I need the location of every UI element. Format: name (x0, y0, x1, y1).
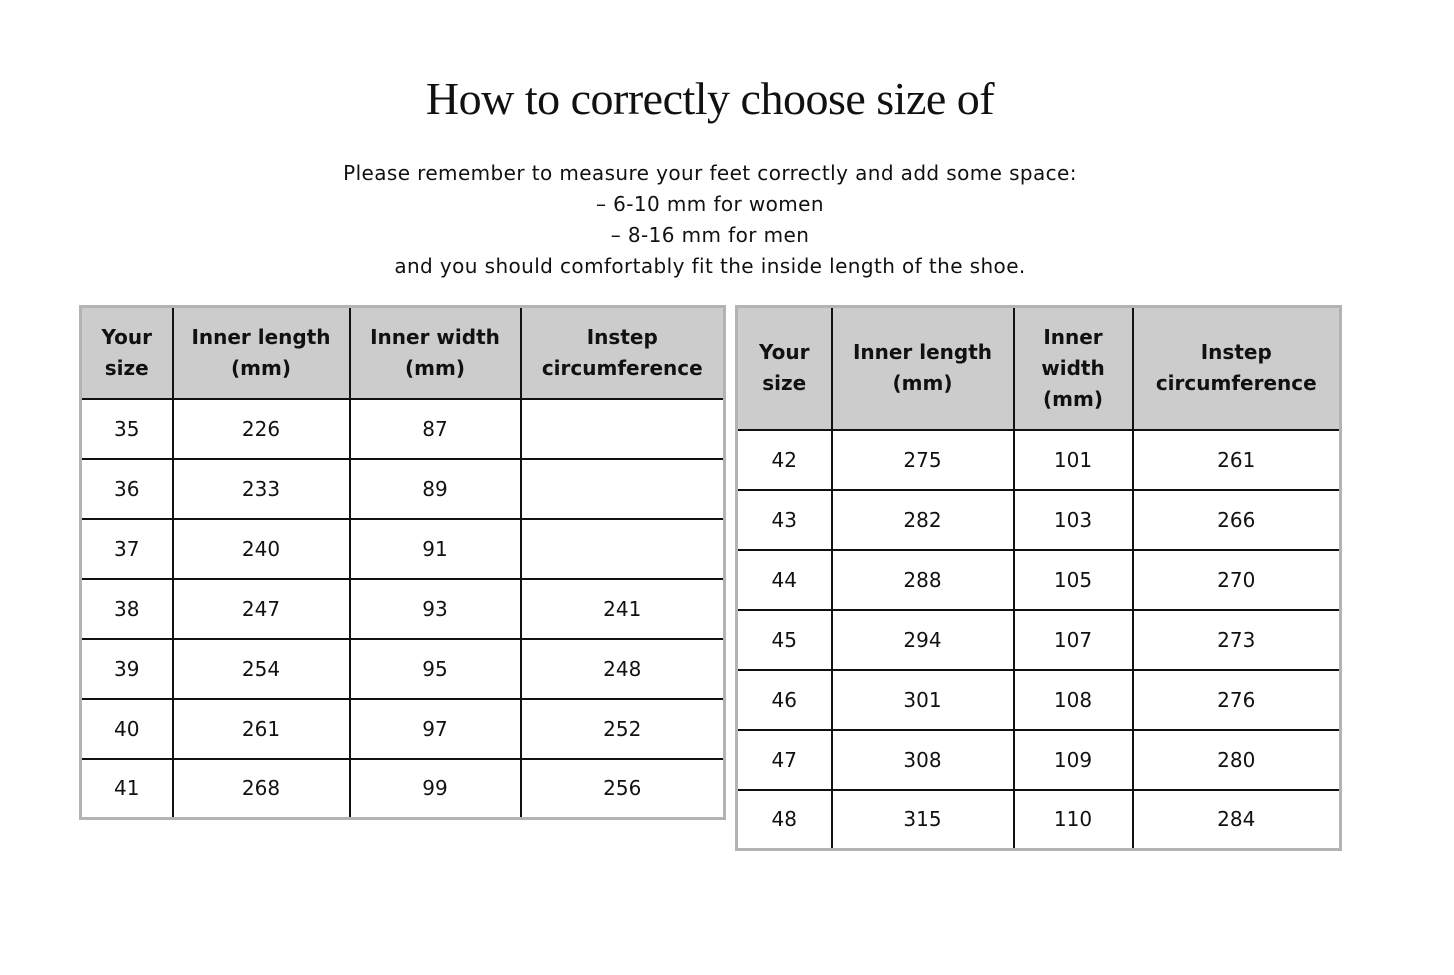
cell-length: 254 (173, 639, 350, 699)
cell-size: 43 (737, 490, 832, 550)
cell-instep: 280 (1133, 730, 1341, 790)
cell-instep: 273 (1133, 610, 1341, 670)
cell-instep: 256 (521, 759, 725, 819)
instruction-line: and you should comfortably fit the inside length of the shoe. (394, 254, 1026, 278)
cell-width: 99 (350, 759, 521, 819)
table-row (81, 639, 725, 699)
header-instep-circumference: Instep circumference (521, 307, 725, 399)
table-row (737, 790, 1341, 850)
cell-length: 233 (173, 459, 350, 519)
cell-length: 226 (173, 399, 350, 459)
cell-instep (521, 399, 725, 459)
cell-width: 97 (350, 699, 521, 759)
cell-size: 46 (737, 670, 832, 730)
cell-size: 42 (771, 447, 797, 472)
cell-size: 41 (81, 759, 173, 819)
table-row (81, 519, 725, 579)
instruction-line: – 8-16 mm for men (610, 223, 810, 247)
cell-size: 45 (737, 610, 832, 670)
cell-length: 282 (832, 490, 1014, 550)
cell-size: 38 (81, 579, 173, 639)
cell-length: 261 (173, 699, 350, 759)
instruction-line: Please remember to measure your feet correctly and add some space: (343, 161, 1077, 185)
cell-width: 109 (1014, 730, 1133, 790)
header-inner-width: Inner width (mm) (350, 307, 521, 399)
cell-width: 107 (1014, 610, 1133, 670)
table-row (737, 550, 1341, 610)
cell-length: 301 (832, 670, 1014, 730)
size-instructions (0, 158, 1420, 282)
cell-size: 48 (737, 790, 832, 850)
cell-instep: 284 (1133, 790, 1341, 850)
cell-width: 103 (1014, 490, 1133, 550)
table-row (737, 610, 1341, 670)
cell-length: 288 (832, 550, 1014, 610)
table-row (737, 670, 1341, 730)
cell-size: 44 (737, 550, 832, 610)
cell-width: 93 (350, 579, 521, 639)
cell-instep: 261 (1133, 430, 1341, 490)
cell-instep: 270 (1133, 550, 1341, 610)
table-row (81, 699, 725, 759)
cell-length: 247 (173, 579, 350, 639)
table-header-row (737, 307, 1341, 430)
header-inner-length: Inner length (mm) (173, 307, 350, 399)
cell-instep: 266 (1133, 490, 1341, 550)
cell-width: 91 (350, 519, 521, 579)
cell-width: 108 (1014, 670, 1133, 730)
header-inner-length: Inner length (mm) (832, 307, 1014, 430)
cell-length: 275 (832, 430, 1014, 490)
cell-width: 89 (350, 459, 521, 519)
size-table-large (735, 305, 1342, 851)
cell-length: 240 (173, 519, 350, 579)
header-instep-circumference: Instep circumference (1133, 307, 1341, 430)
cell-length: 294 (832, 610, 1014, 670)
cell-width: 101 (1014, 430, 1133, 490)
table-row (81, 579, 725, 639)
cell-length: 268 (173, 759, 350, 819)
cell-length: 315 (832, 790, 1014, 850)
header-inner-width: Inner width (mm) (1014, 307, 1133, 430)
cell-size: 40 (81, 699, 173, 759)
table-row (737, 490, 1341, 550)
table-row (81, 759, 725, 819)
cell-width: 105 (1014, 550, 1133, 610)
cell-length: 308 (832, 730, 1014, 790)
table-header-row (81, 307, 725, 399)
table-row (737, 730, 1341, 790)
cell-size: 47 (737, 730, 832, 790)
cell-width: 110 (1014, 790, 1133, 850)
cell-instep (521, 519, 725, 579)
cell-instep: 248 (521, 639, 725, 699)
table-row (737, 430, 1341, 490)
header-your-size: Your size (737, 307, 832, 430)
cell-size: 35 (114, 416, 140, 441)
cell-instep: 241 (521, 579, 725, 639)
page-title: How to correctly choose size of (425, 73, 995, 124)
size-table-small (79, 305, 726, 820)
cell-size: 37 (81, 519, 173, 579)
cell-size: 39 (81, 639, 173, 699)
cell-instep: 252 (521, 699, 725, 759)
cell-instep (521, 459, 725, 519)
table-row (81, 459, 725, 519)
instruction-line: – 6-10 mm for women (596, 192, 824, 216)
cell-width: 95 (350, 639, 521, 699)
cell-instep: 276 (1133, 670, 1341, 730)
header-your-size: Your size (81, 307, 173, 399)
cell-size: 36 (81, 459, 173, 519)
cell-width: 87 (350, 399, 521, 459)
table-row (81, 399, 725, 459)
